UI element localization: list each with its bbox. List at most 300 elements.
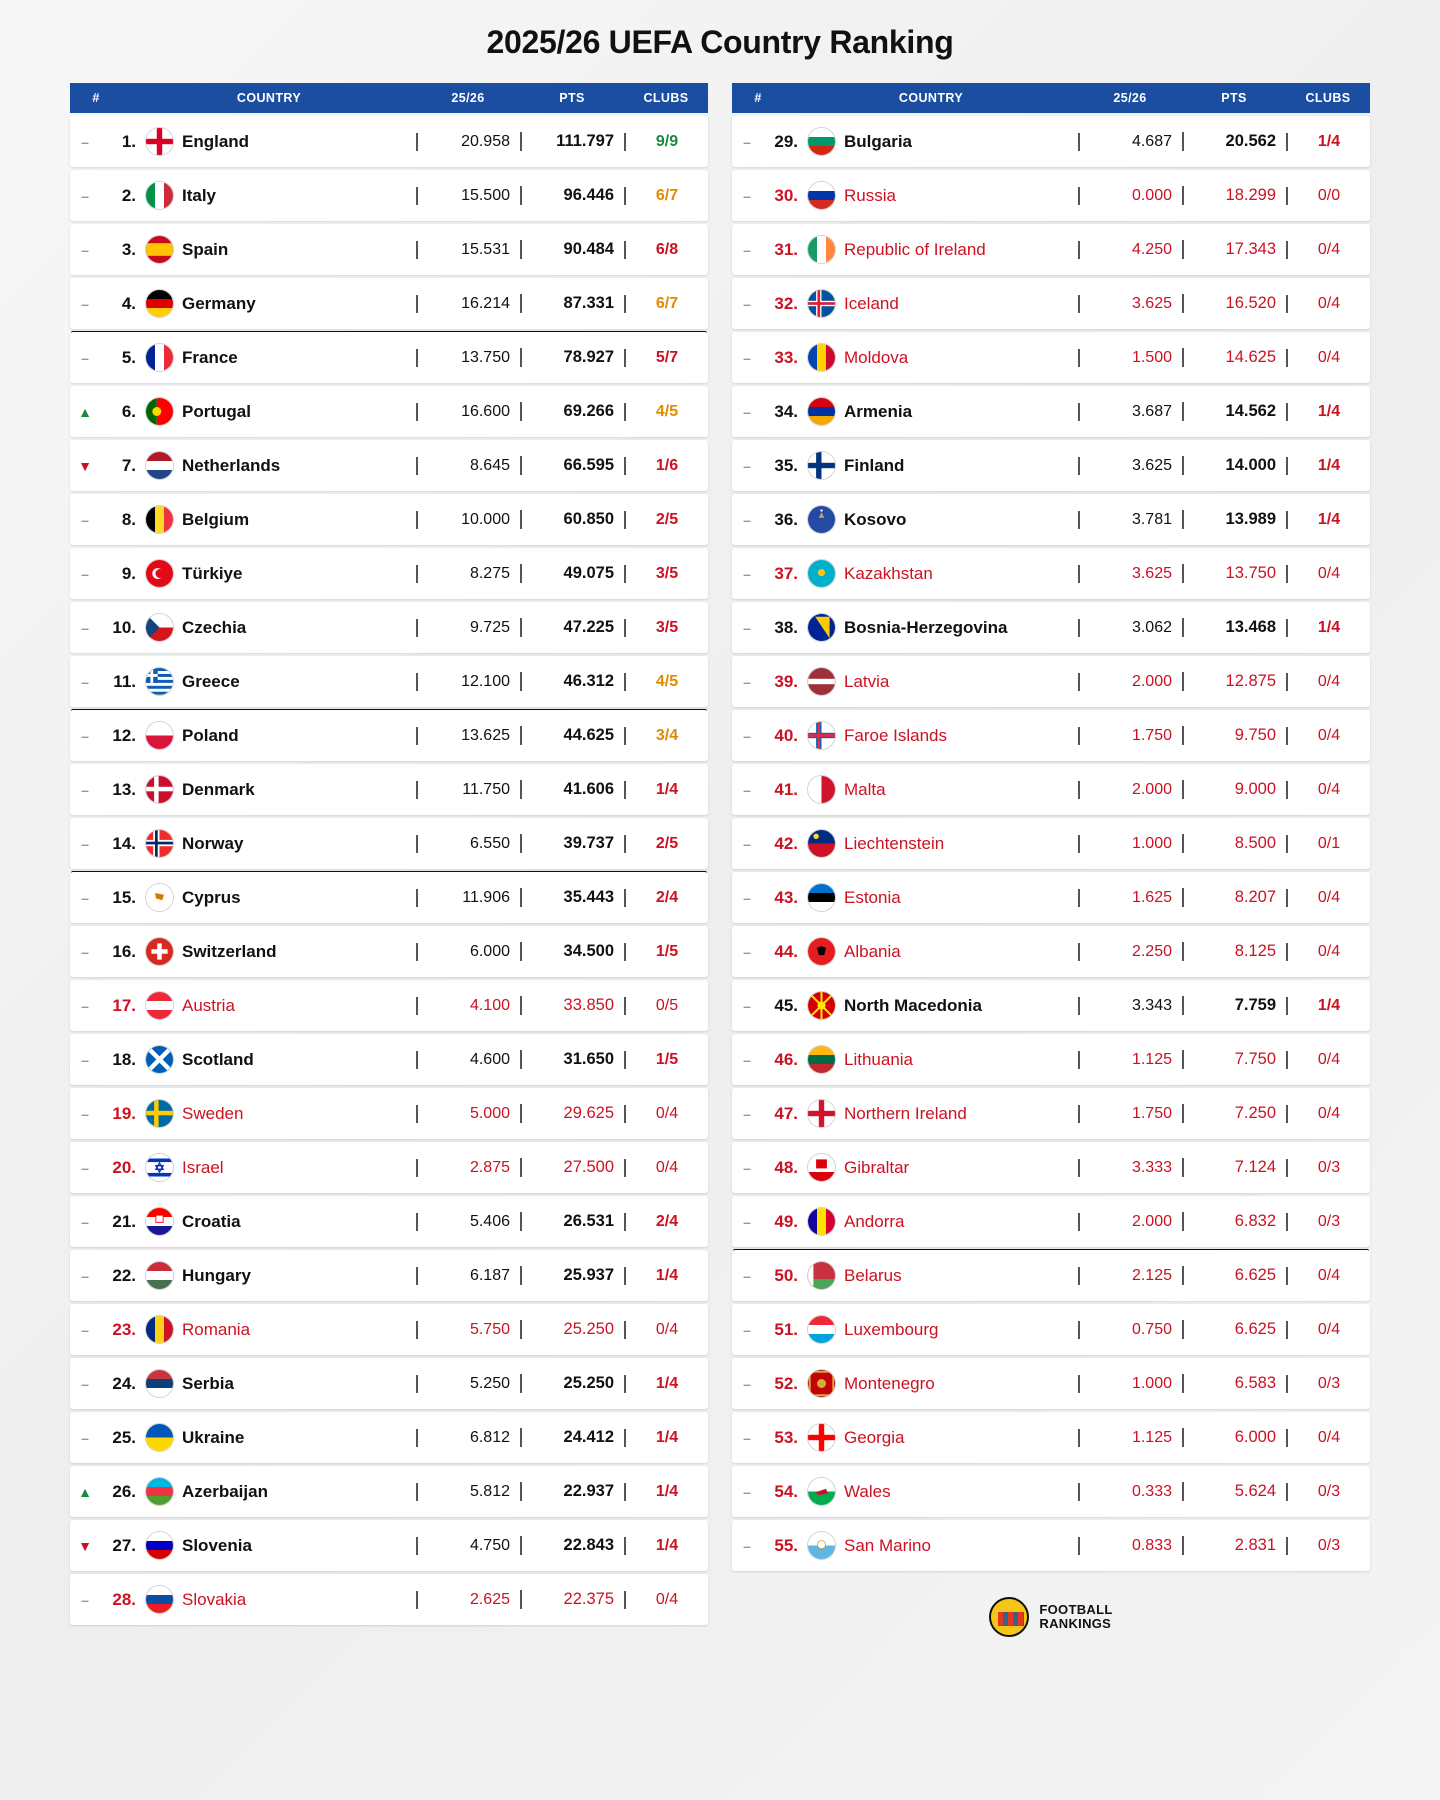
rank-number: 27. [112,1535,136,1555]
rows-left [70,116,708,1625]
table-row[interactable] [732,872,1370,923]
rank-number: 32. [774,293,798,313]
table-row[interactable] [732,1412,1370,1463]
season-coefficient: 12.100 [416,673,520,691]
country-name[interactable]: Poland [182,725,239,745]
table-row[interactable] [70,1358,708,1409]
clubs-remaining: 9/9 [624,133,708,151]
table-row[interactable] [732,1520,1370,1571]
table-row[interactable] [70,1466,708,1517]
movement-indicator-icon: – [81,1159,89,1176]
clubs-remaining: 0/4 [624,1321,708,1339]
points-value: 66.595 [520,456,624,475]
ranking-column-right [732,83,1370,1637]
clubs-remaining: 0/4 [1286,1321,1370,1339]
movement-indicator-icon: ▼ [78,1537,92,1554]
points-value: 13.989 [1182,510,1286,529]
flag-icon [146,1370,173,1397]
table-row[interactable] [732,980,1370,1031]
table-row[interactable] [732,170,1370,221]
page-title: 2025/26 UEFA Country Ranking [486,24,954,60]
season-coefficient: 3.781 [1078,511,1182,529]
country-name[interactable]: Bulgaria [844,131,913,151]
country-name[interactable]: Hungary [182,1265,251,1285]
season-coefficient: 3.333 [1078,1159,1182,1177]
country-name[interactable]: Albania [844,941,901,961]
country-name[interactable]: Andorra [844,1211,905,1231]
movement-indicator-icon: – [743,1213,751,1230]
table-row[interactable] [70,386,708,437]
country-name[interactable]: San Marino [844,1535,931,1555]
table-row[interactable] [732,1304,1370,1355]
table-row[interactable] [732,710,1370,761]
rank-number: 2. [121,185,136,205]
clubs-remaining: 5/7 [624,349,708,367]
points-value: 78.927 [520,348,624,367]
table-row[interactable] [732,1358,1370,1409]
country-name[interactable]: Kazakhstan [844,563,933,583]
country-name[interactable]: Ukraine [182,1427,245,1447]
points-value: 7.250 [1182,1104,1286,1123]
table-row[interactable] [70,224,708,275]
movement-indicator-icon: – [743,511,751,528]
season-coefficient: 3.343 [1078,997,1182,1015]
clubs-remaining: 0/3 [1286,1159,1370,1177]
rank-number: 38. [774,617,798,637]
clubs-remaining: 0/4 [1286,295,1370,313]
points-value: 25.250 [520,1320,624,1339]
clubs-remaining: 4/5 [624,673,708,691]
movement-indicator-icon: – [743,619,751,636]
season-coefficient: 3.625 [1078,295,1182,313]
clubs-remaining: 0/3 [1286,1375,1370,1393]
clubs-remaining: 0/4 [1286,781,1370,799]
clubs-remaining: 6/8 [624,241,708,259]
rank-number: 42. [774,833,798,853]
flag-icon [146,506,173,533]
clubs-remaining: 0/4 [624,1105,708,1123]
points-value: 2.831 [1182,1536,1286,1555]
clubs-remaining: 1/5 [624,1051,708,1069]
country-name[interactable]: Wales [844,1481,891,1501]
rank-number: 11. [113,671,136,691]
table-row[interactable] [732,764,1370,815]
table-row[interactable] [732,440,1370,491]
table-row[interactable] [732,656,1370,707]
movement-indicator-icon: – [743,133,751,150]
clubs-remaining: 1/4 [1286,511,1370,529]
table-row[interactable] [732,926,1370,977]
country-name[interactable]: Serbia [182,1373,234,1393]
season-coefficient: 0.000 [1078,187,1182,205]
flag-icon [146,236,173,263]
flag-icon [808,452,835,479]
points-value: 14.625 [1182,348,1286,367]
country-name[interactable]: Belgium [182,509,250,529]
table-row[interactable] [70,116,708,167]
table-row[interactable] [70,1034,708,1085]
flag-icon [808,1208,835,1235]
points-value: 33.850 [520,996,624,1015]
movement-indicator-icon: – [81,241,89,258]
movement-indicator-icon: ▲ [78,1483,92,1500]
clubs-remaining: 1/4 [624,1483,708,1501]
rank-number: 10. [112,617,136,637]
table-row[interactable] [70,440,708,491]
season-coefficient: 20.958 [416,133,520,151]
rank-number: 29. [774,131,798,151]
table-row[interactable] [70,1196,708,1247]
table-row[interactable] [70,656,708,707]
flag-icon [146,1478,173,1505]
country-name[interactable]: Portugal [182,401,251,421]
clubs-remaining: 1/4 [1286,997,1370,1015]
table-header-right [732,83,1370,113]
country-name[interactable]: Finland [844,455,905,475]
season-coefficient: 15.500 [416,187,520,205]
rank-number: 25. [112,1427,136,1447]
table-row[interactable] [732,1034,1370,1085]
points-value: 111.797 [520,132,624,151]
points-value: 35.443 [520,888,624,907]
country-name[interactable]: Cyprus [182,887,241,907]
season-coefficient: 3.062 [1078,619,1182,637]
points-value: 9.000 [1182,780,1286,799]
movement-indicator-icon: – [743,1105,751,1122]
country-name[interactable]: Iceland [844,293,899,313]
movement-indicator-icon: – [81,1051,89,1068]
flag-icon [146,560,173,587]
movement-indicator-icon: – [81,1321,89,1338]
clubs-remaining: 6/7 [624,295,708,313]
points-value: 7.750 [1182,1050,1286,1069]
country-name[interactable]: Lithuania [844,1049,914,1069]
movement-indicator-icon: – [81,133,89,150]
movement-indicator-icon: – [743,1159,751,1176]
movement-indicator-icon: – [743,1051,751,1068]
flag-icon [146,1586,173,1613]
movement-indicator-icon: – [81,349,89,366]
flag-icon [808,1262,835,1289]
season-coefficient: 10.000 [416,511,520,529]
country-name[interactable]: Latvia [844,671,890,691]
season-coefficient: 2.000 [1078,1213,1182,1231]
country-name[interactable]: England [182,131,250,151]
country-name[interactable]: Liechtenstein [844,833,945,853]
table-row[interactable] [70,170,708,221]
season-coefficient: 9.725 [416,619,520,637]
rows-right [732,116,1370,1571]
rank-number: 33. [774,347,798,367]
country-name[interactable]: Norway [182,833,244,853]
clubs-remaining: 0/4 [1286,727,1370,745]
country-name[interactable]: Republic of Ireland [844,239,986,259]
season-coefficient: 3.625 [1078,457,1182,475]
country-name[interactable]: Georgia [844,1427,905,1447]
flag-icon [808,884,835,911]
movement-indicator-icon: – [81,1591,89,1608]
movement-indicator-icon: – [743,349,751,366]
flag-icon [146,830,173,857]
table-row[interactable] [732,386,1370,437]
movement-indicator-icon: – [81,1375,89,1392]
points-value: 69.266 [520,402,624,421]
points-value: 27.500 [520,1158,624,1177]
country-name[interactable]: Bosnia-Herzegovina [844,617,1008,637]
movement-indicator-icon: – [743,727,751,744]
flag-icon [146,290,173,317]
table-row[interactable] [70,710,708,761]
season-coefficient: 6.187 [416,1267,520,1285]
clubs-remaining: 0/4 [1286,1105,1370,1123]
country-name[interactable]: Slovenia [182,1535,252,1555]
country-name[interactable]: Denmark [182,779,255,799]
table-row[interactable] [70,1412,708,1463]
clubs-remaining: 4/5 [624,403,708,421]
points-value: 7.759 [1182,996,1286,1015]
table-row[interactable] [732,548,1370,599]
clubs-remaining: 0/3 [1286,1213,1370,1231]
table-row[interactable] [70,494,708,545]
country-name[interactable]: Belarus [844,1265,902,1285]
country-name[interactable]: Austria [182,995,235,1015]
header-country: COUNTRY [236,91,302,105]
country-name[interactable]: Switzerland [182,941,277,961]
clubs-remaining: 1/4 [1286,133,1370,151]
flag-icon [808,830,835,857]
season-coefficient: 1.000 [1078,1375,1182,1393]
country-name[interactable]: Türkiye [182,563,243,583]
table-row[interactable] [732,1088,1370,1139]
points-value: 14.000 [1182,456,1286,475]
table-row[interactable] [732,1250,1370,1301]
movement-indicator-icon: – [81,727,89,744]
clubs-remaining: 1/5 [624,943,708,961]
clubs-remaining: 2/5 [624,511,708,529]
table-row[interactable] [70,1088,708,1139]
season-coefficient: 5.406 [416,1213,520,1231]
country-name[interactable]: Azerbaijan [182,1481,268,1501]
header-clubs: CLUBS [1305,91,1351,105]
rank-number: 14. [112,833,136,853]
country-name[interactable]: Slovakia [182,1589,247,1609]
clubs-remaining: 2/4 [624,889,708,907]
flag-icon [808,344,835,371]
flag-icon [808,1316,835,1343]
country-name[interactable]: Sweden [182,1103,244,1123]
points-value: 14.562 [1182,402,1286,421]
rank-number: 47. [774,1103,798,1123]
rank-number: 1. [121,131,136,151]
clubs-remaining: 0/5 [624,997,708,1015]
movement-indicator-icon: – [81,889,89,906]
rank-number: 48. [774,1157,798,1177]
movement-indicator-icon: – [743,241,751,258]
header-clubs: CLUBS [643,91,689,105]
season-coefficient: 5.000 [416,1105,520,1123]
table-row[interactable] [732,278,1370,329]
flag-icon [146,398,173,425]
table-row[interactable] [70,872,708,923]
flag-icon [808,236,835,263]
table-row[interactable] [70,764,708,815]
table-row[interactable] [732,332,1370,383]
flag-icon [146,614,173,641]
season-coefficient: 5.812 [416,1483,520,1501]
rank-number: 28. [112,1589,136,1609]
table-row[interactable] [70,1304,708,1355]
season-coefficient: 5.750 [416,1321,520,1339]
points-value: 16.520 [1182,294,1286,313]
table-row[interactable] [732,602,1370,653]
country-name[interactable]: Luxembourg [844,1319,939,1339]
clubs-remaining: 2/5 [624,835,708,853]
country-name[interactable]: Greece [182,671,240,691]
movement-indicator-icon: – [743,781,751,798]
flag-icon [146,668,173,695]
table-row[interactable] [70,1520,708,1571]
country-name[interactable]: Estonia [844,887,901,907]
country-name[interactable]: Montenegro [844,1373,935,1393]
country-name[interactable]: Israel [182,1157,224,1177]
country-name[interactable]: Northern Ireland [844,1103,967,1123]
season-coefficient: 11.906 [416,889,520,907]
clubs-remaining: 0/3 [1286,1483,1370,1501]
movement-indicator-icon: – [743,835,751,852]
table-row[interactable] [70,1574,708,1625]
points-value: 6.625 [1182,1320,1286,1339]
table-row[interactable] [70,1142,708,1193]
table-row[interactable] [70,278,708,329]
movement-indicator-icon: – [743,403,751,420]
movement-indicator-icon: ▲ [78,403,92,420]
movement-indicator-icon: – [743,457,751,474]
table-row[interactable] [732,116,1370,167]
flag-icon [808,1424,835,1451]
points-value: 29.625 [520,1104,624,1123]
flag-icon [146,1100,173,1127]
country-name[interactable]: Netherlands [182,455,281,475]
season-coefficient: 1.500 [1078,349,1182,367]
rank-number: 31. [774,239,798,259]
table-row[interactable] [732,1142,1370,1193]
table-row[interactable] [732,224,1370,275]
season-coefficient: 11.750 [416,781,520,799]
rank-number: 53. [774,1427,798,1447]
points-value: 31.650 [520,1050,624,1069]
flag-icon [146,938,173,965]
rank-number: 39. [774,671,798,691]
table-row[interactable] [70,332,708,383]
table-row[interactable] [732,494,1370,545]
flag-icon [146,1046,173,1073]
movement-indicator-icon: – [743,565,751,582]
season-coefficient: 1.625 [1078,889,1182,907]
points-value: 90.484 [520,240,624,259]
rank-number: 30. [774,185,798,205]
points-value: 18.299 [1182,186,1286,205]
table-row[interactable] [70,980,708,1031]
clubs-remaining: 0/4 [1286,943,1370,961]
season-coefficient: 2.875 [416,1159,520,1177]
rank-number: 52. [774,1373,798,1393]
movement-indicator-icon: – [743,1429,751,1446]
country-name[interactable]: Faroe Islands [844,725,947,745]
country-name[interactable]: Scotland [182,1049,254,1069]
points-value: 6.832 [1182,1212,1286,1231]
flag-icon [808,1100,835,1127]
rank-number: 12. [112,725,136,745]
country-name[interactable]: Armenia [844,401,913,421]
flag-icon [808,290,835,317]
rank-number: 24. [112,1373,136,1393]
flag-icon [146,1208,173,1235]
rank-number: 9. [121,563,136,583]
season-coefficient: 1.125 [1078,1429,1182,1447]
country-name[interactable]: Gibraltar [844,1157,910,1177]
country-name[interactable]: Italy [182,185,217,205]
table-row[interactable] [70,818,708,869]
country-name[interactable]: Kosovo [844,509,907,529]
flag-icon [808,776,835,803]
flag-icon [146,182,173,209]
clubs-remaining: 3/5 [624,619,708,637]
movement-indicator-icon: – [743,1321,751,1338]
country-name[interactable]: Romania [182,1319,251,1339]
rank-number: 20. [112,1157,136,1177]
points-value: 41.606 [520,780,624,799]
country-name[interactable]: Croatia [182,1211,241,1231]
flag-icon [808,398,835,425]
rank-number: 3. [121,239,136,259]
flag-icon [146,1154,173,1181]
rank-number: 36. [774,509,798,529]
ranking-columns [70,83,1370,1637]
flag-icon [808,938,835,965]
points-value: 8.500 [1182,834,1286,853]
rank-number: 13. [112,779,136,799]
flag-icon [146,452,173,479]
country-name[interactable]: Spain [182,239,229,259]
country-name[interactable]: Russia [844,185,896,205]
movement-indicator-icon: – [743,943,751,960]
clubs-remaining: 0/4 [624,1159,708,1177]
rank-number: 4. [121,293,136,313]
table-row[interactable] [70,926,708,977]
table-row[interactable] [70,1250,708,1301]
country-name[interactable]: France [182,347,238,367]
table-row[interactable] [70,548,708,599]
country-name[interactable]: Czechia [182,617,247,637]
country-name[interactable]: Moldova [844,347,909,367]
country-name[interactable]: Malta [844,779,886,799]
country-name[interactable]: Germany [182,293,256,313]
table-row[interactable] [70,602,708,653]
table-row[interactable] [732,818,1370,869]
season-coefficient: 3.687 [1078,403,1182,421]
season-coefficient: 13.750 [416,349,520,367]
points-value: 6.000 [1182,1428,1286,1447]
season-coefficient: 1.000 [1078,835,1182,853]
clubs-remaining: 6/7 [624,187,708,205]
table-row[interactable] [732,1196,1370,1247]
table-row[interactable] [732,1466,1370,1517]
movement-indicator-icon: – [743,1537,751,1554]
points-value: 8.125 [1182,942,1286,961]
movement-indicator-icon: – [743,1375,751,1392]
clubs-remaining: 0/1 [1286,835,1370,853]
country-name[interactable]: North Macedonia [844,995,982,1015]
